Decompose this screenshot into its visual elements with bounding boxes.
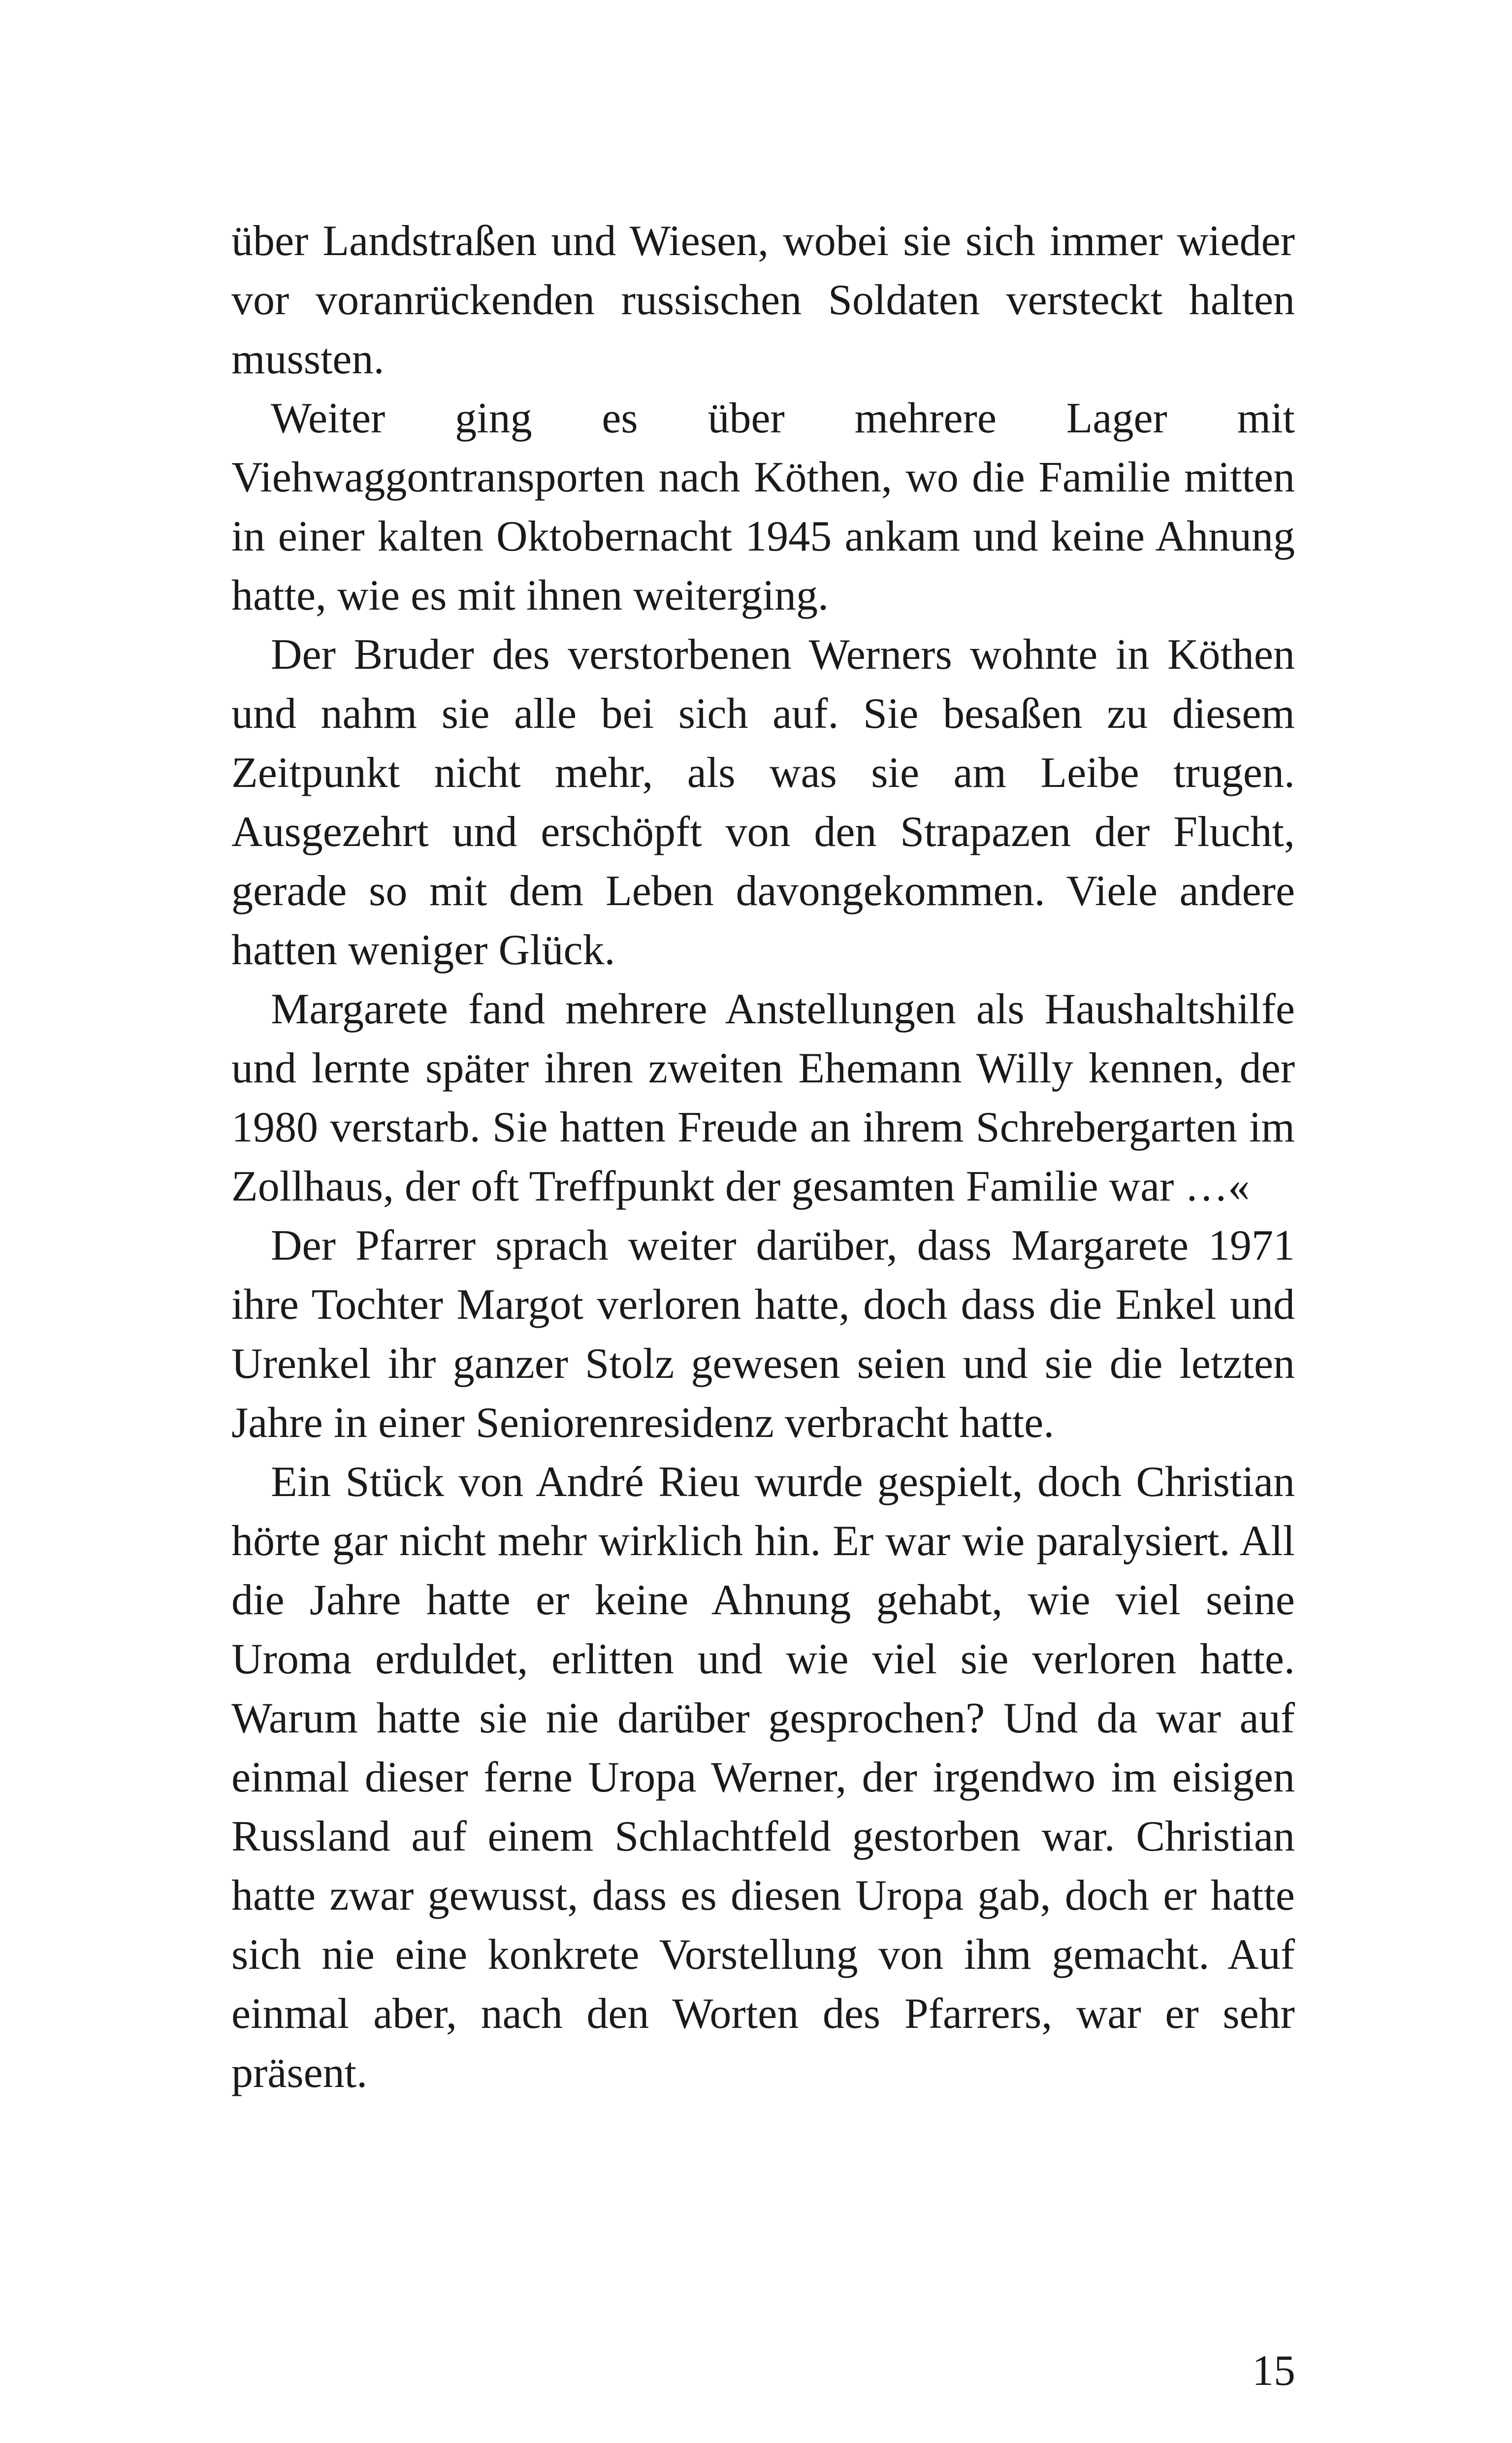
paragraph-2: Weiter ging es über mehrere Lager mit Viehwaggontransporten nach Köthen, wo die Familie mitten in einer kalten Oktobernacht 1945 ankam und keine Ahnung hatte, wie es mit ihnen weiterging.	[231, 394, 1295, 619]
paragraph-4: Margarete fand mehrere Anstellungen als Haushaltshilfe und lernte später ihren zweiten Ehemann Willy kennen, der 1980 verstarb. Sie hatten Freude an ihrem Schrebergarten im Zollhaus, der oft Treffpunkt der gesamten Familie war …«	[231, 985, 1295, 1210]
paragraph-5: Der Pfarrer sprach weiter darüber, dass Margarete 1971 ihre Tochter Margot verloren hatte, doch dass die Enkel und Urenkel ihr ganzer Stolz gewesen seien und sie die letzten Jahre in einer Seniorenresidenz verbracht hatte.	[231, 1222, 1295, 1447]
paragraph-1: über Landstraßen und Wiesen, wobei sie sich immer wieder vor voranrückenden russischen Soldaten versteckt halten mussten.	[231, 217, 1295, 383]
paragraph-6: Ein Stück von André Rieu wurde gespielt, doch Christian hörte gar nicht mehr wirklich hin. Er war wie paralysiert. All die Jahre hatte er keine Ahnung gehabt, wie viel seine Uroma erduldet, erlitten und wie viel sie verloren hatte. Warum hatte sie nie darüber gesprochen? Und da war auf einmal dieser ferne Uropa Werner, der irgendwo im eisigen Russland auf einem Schlachtfeld gestorben war. Christian hatte zwar gewusst, dass es diesen Uropa gab, doch er hatte sich nie eine konkrete Vorstellung von ihm gemacht. Auf einmal aber, nach den Worten des Pfarrers, war er sehr präsent.	[231, 1458, 1295, 2097]
page-number: 15	[1252, 2347, 1295, 2395]
paragraph-3: Der Bruder des verstorbenen Werners wohnte in Köthen und nahm sie alle bei sich auf. Sie besaßen zu diesem Zeitpunkt nicht mehr, als was sie am Leibe trugen. Ausgezehrt und erschöpft von den Strapazen der Flucht, gerade so mit dem Leben davongekommen. Viele andere hatten weniger Glück.	[231, 631, 1295, 974]
body-text	[231, 212, 1295, 2103]
